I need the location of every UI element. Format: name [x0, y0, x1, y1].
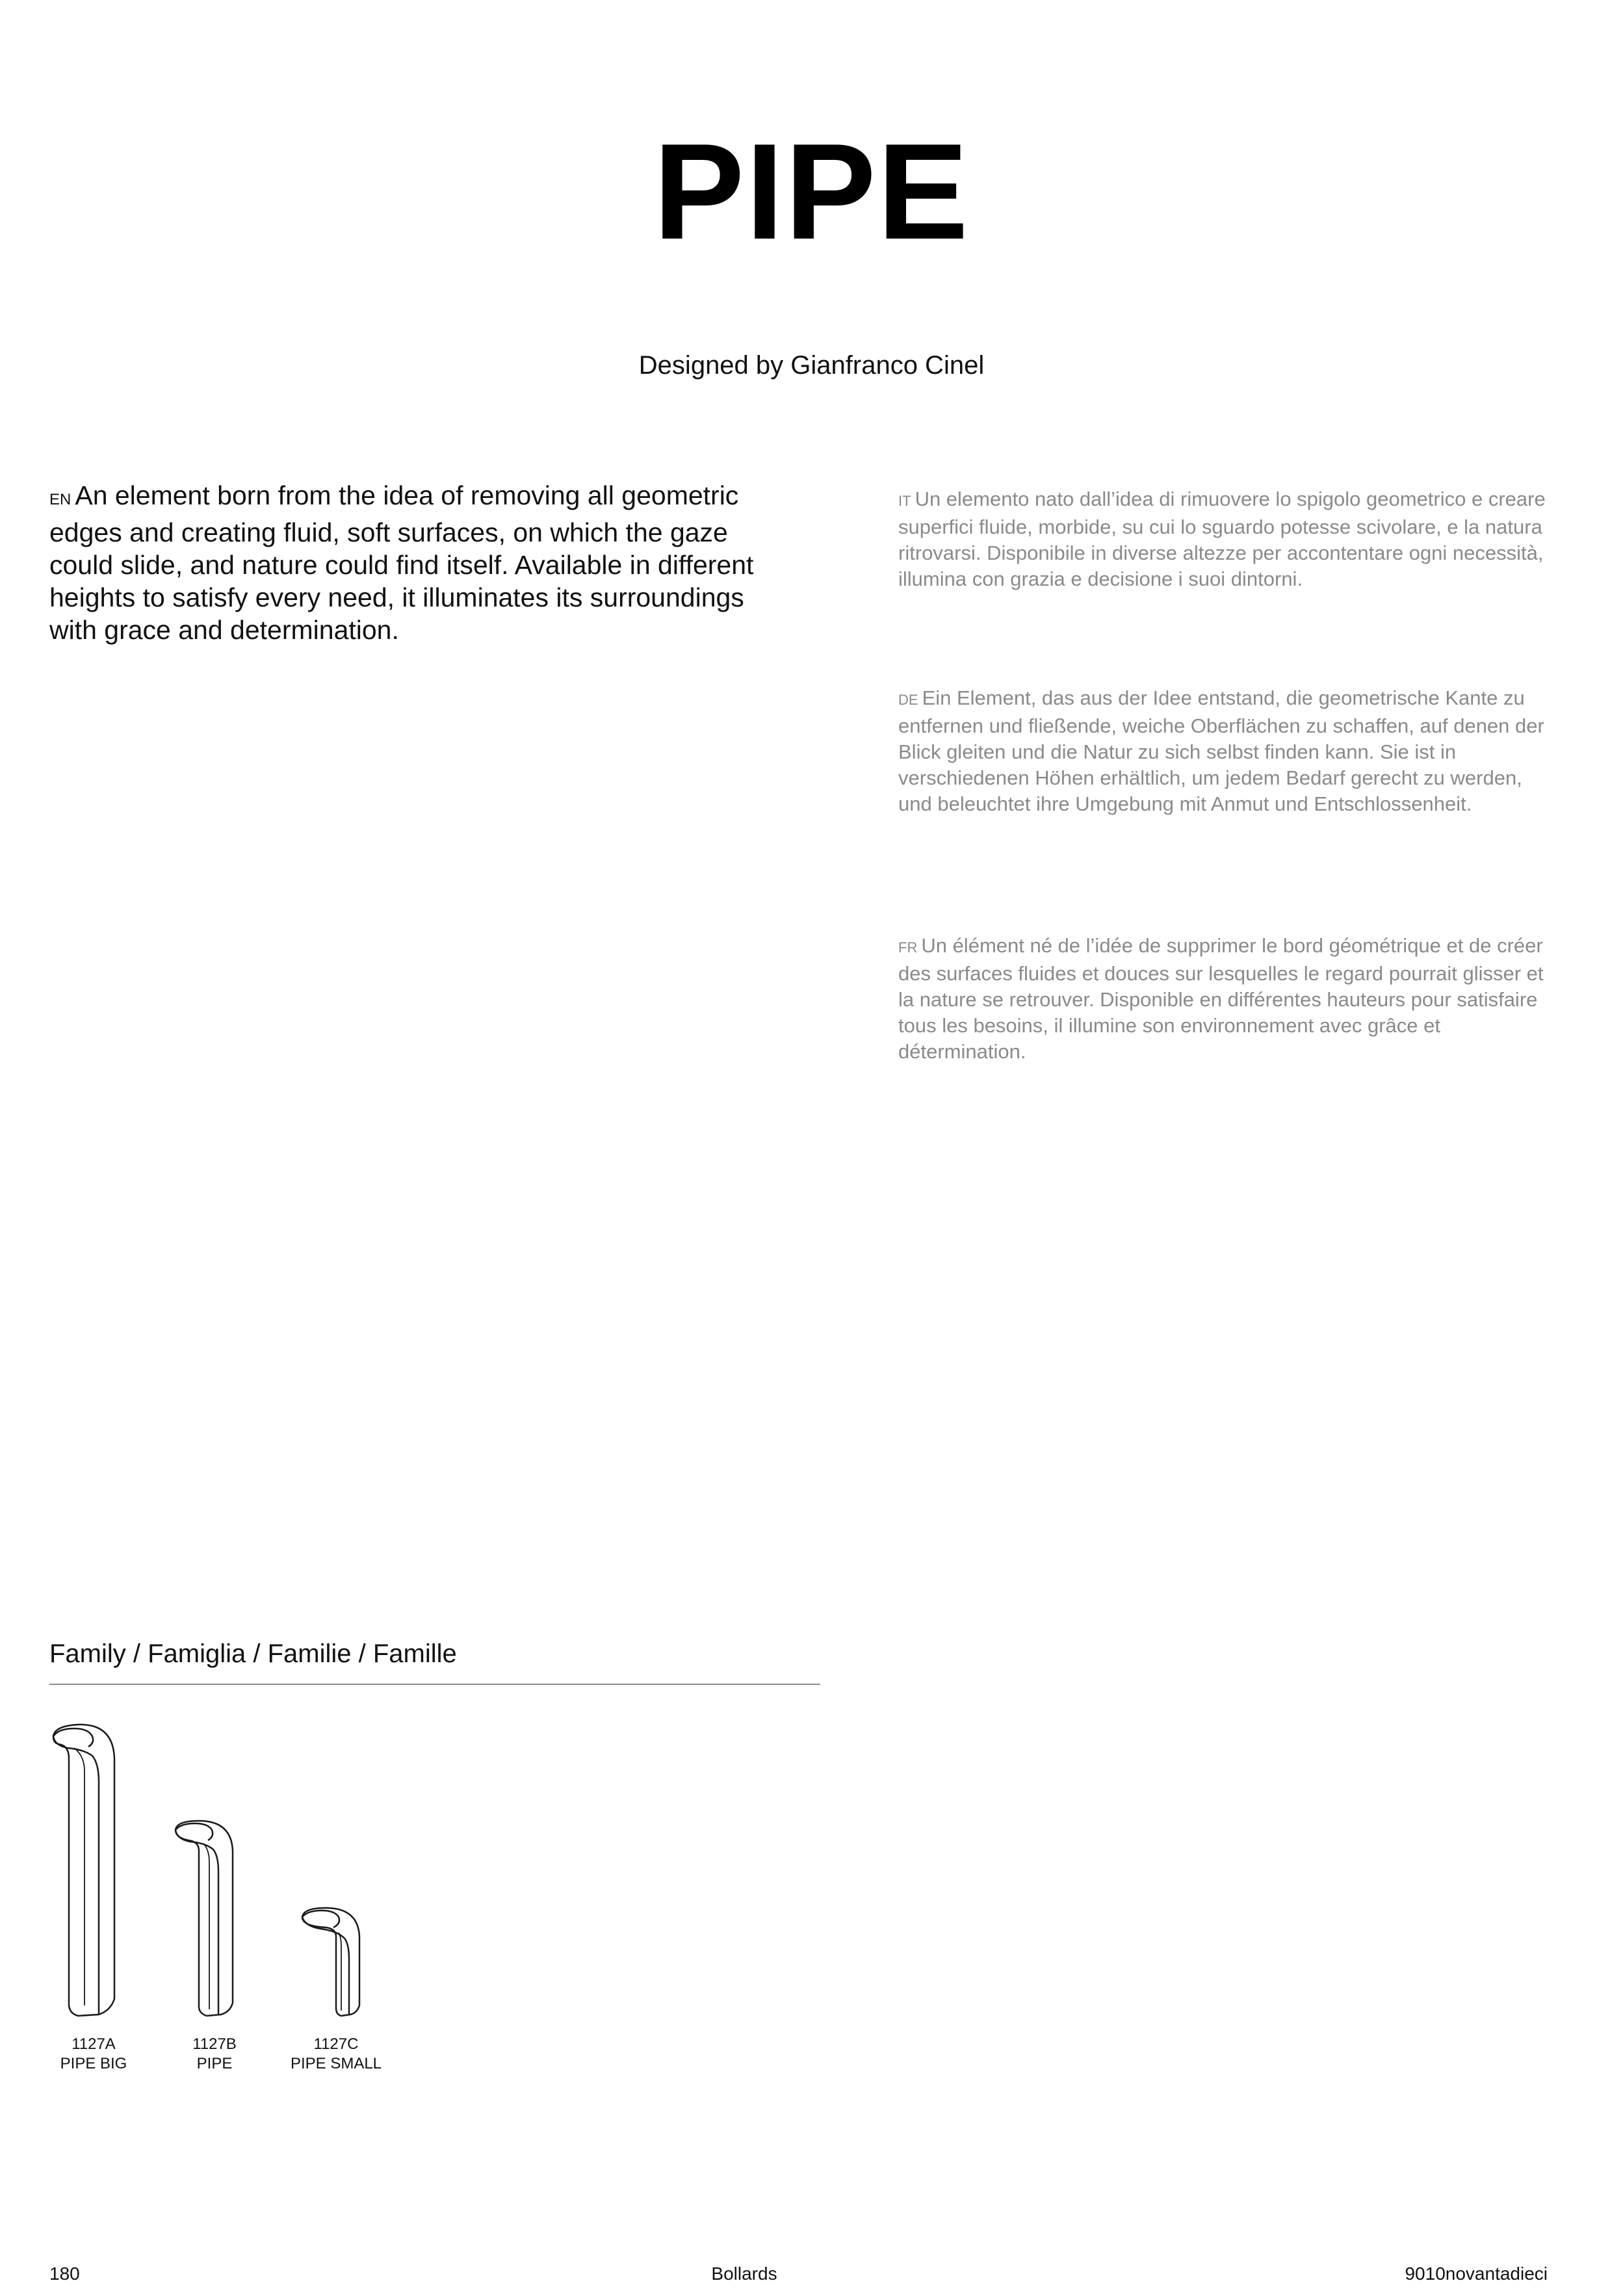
description-en	[49, 479, 797, 646]
designer-credit: Designed by Gianfranco Cinel	[638, 351, 985, 380]
description-it-text: Un elemento nato dall’idea di rimuovere lo spigolo geometrico e creare superfici fluide, morbide, su cui lo sguardo potesse scivolare, e la natura ritrovarsi. Disponibile in diverse altezze per accontentare ogni necessità, illumina con grazia e decisione i suoi dintorni.	[898, 488, 1546, 590]
product-code: 1127B	[192, 2035, 237, 2053]
description-en-text: An element born from the idea of removing all geometric edges and creating fluid, soft surfaces, on which the gaze could slide, and nature could find itself. Available in different heights to satisfy every need, it illuminates its surroundings with grace and determination.	[49, 480, 754, 645]
product-code: 1127C	[313, 2035, 359, 2053]
section-label: Bollards	[711, 2263, 777, 2284]
page-title: PIPE	[653, 115, 970, 268]
pipe-bollard-small-icon	[296, 1903, 367, 2026]
product-name: PIPE BIG	[60, 2055, 127, 2072]
description-de	[898, 685, 1561, 817]
family-heading: Family / Famiglia / Familie / Famille	[49, 1639, 457, 1668]
brand-name: 9010novantadieci	[1405, 2263, 1548, 2284]
lang-tag-en: EN	[49, 491, 71, 508]
description-de-text: Ein Element, das aus der Idee entstand, die geometrische Kante zu entfernen und fließende, weiche Oberflächen zu schaffen, auf denen der Blick gleiten und die Natur zu sich selbst finden kann. Sie ist in verschiedenen Höhen erhältlich, um jedem Bedarf gerecht zu werden, und beleuchtet ihre Umgebung mit Anmut und Entschlossenheit.	[898, 686, 1544, 815]
lang-tag-de: DE	[898, 692, 918, 708]
product-label-1127a	[42, 2035, 146, 2074]
product-code: 1127A	[71, 2035, 116, 2053]
page-number: 180	[49, 2263, 80, 2284]
lang-tag-fr: FR	[898, 939, 918, 956]
description-fr-text: Un élément né de l’idée de supprimer le bord géométrique et de créer des surfaces fluides et douces sur lesquelles le regard pourrait glisser et la nature se retrouver. Disponible en différentes hauteurs pour satisfaire tous les besoins, il illumine son environnement avec grâce et détermination.	[898, 934, 1544, 1063]
lang-tag-it: IT	[898, 493, 911, 509]
product-label-1127c	[271, 2035, 401, 2074]
product-name: PIPE	[196, 2055, 233, 2072]
product-name: PIPE SMALL	[290, 2055, 382, 2072]
pipe-bollard-icon	[169, 1817, 240, 2025]
description-fr	[898, 933, 1561, 1065]
family-divider	[49, 1684, 820, 1685]
description-it	[898, 486, 1561, 592]
product-label-1127b	[162, 2035, 266, 2074]
pipe-bollard-big-icon	[45, 1719, 123, 2025]
